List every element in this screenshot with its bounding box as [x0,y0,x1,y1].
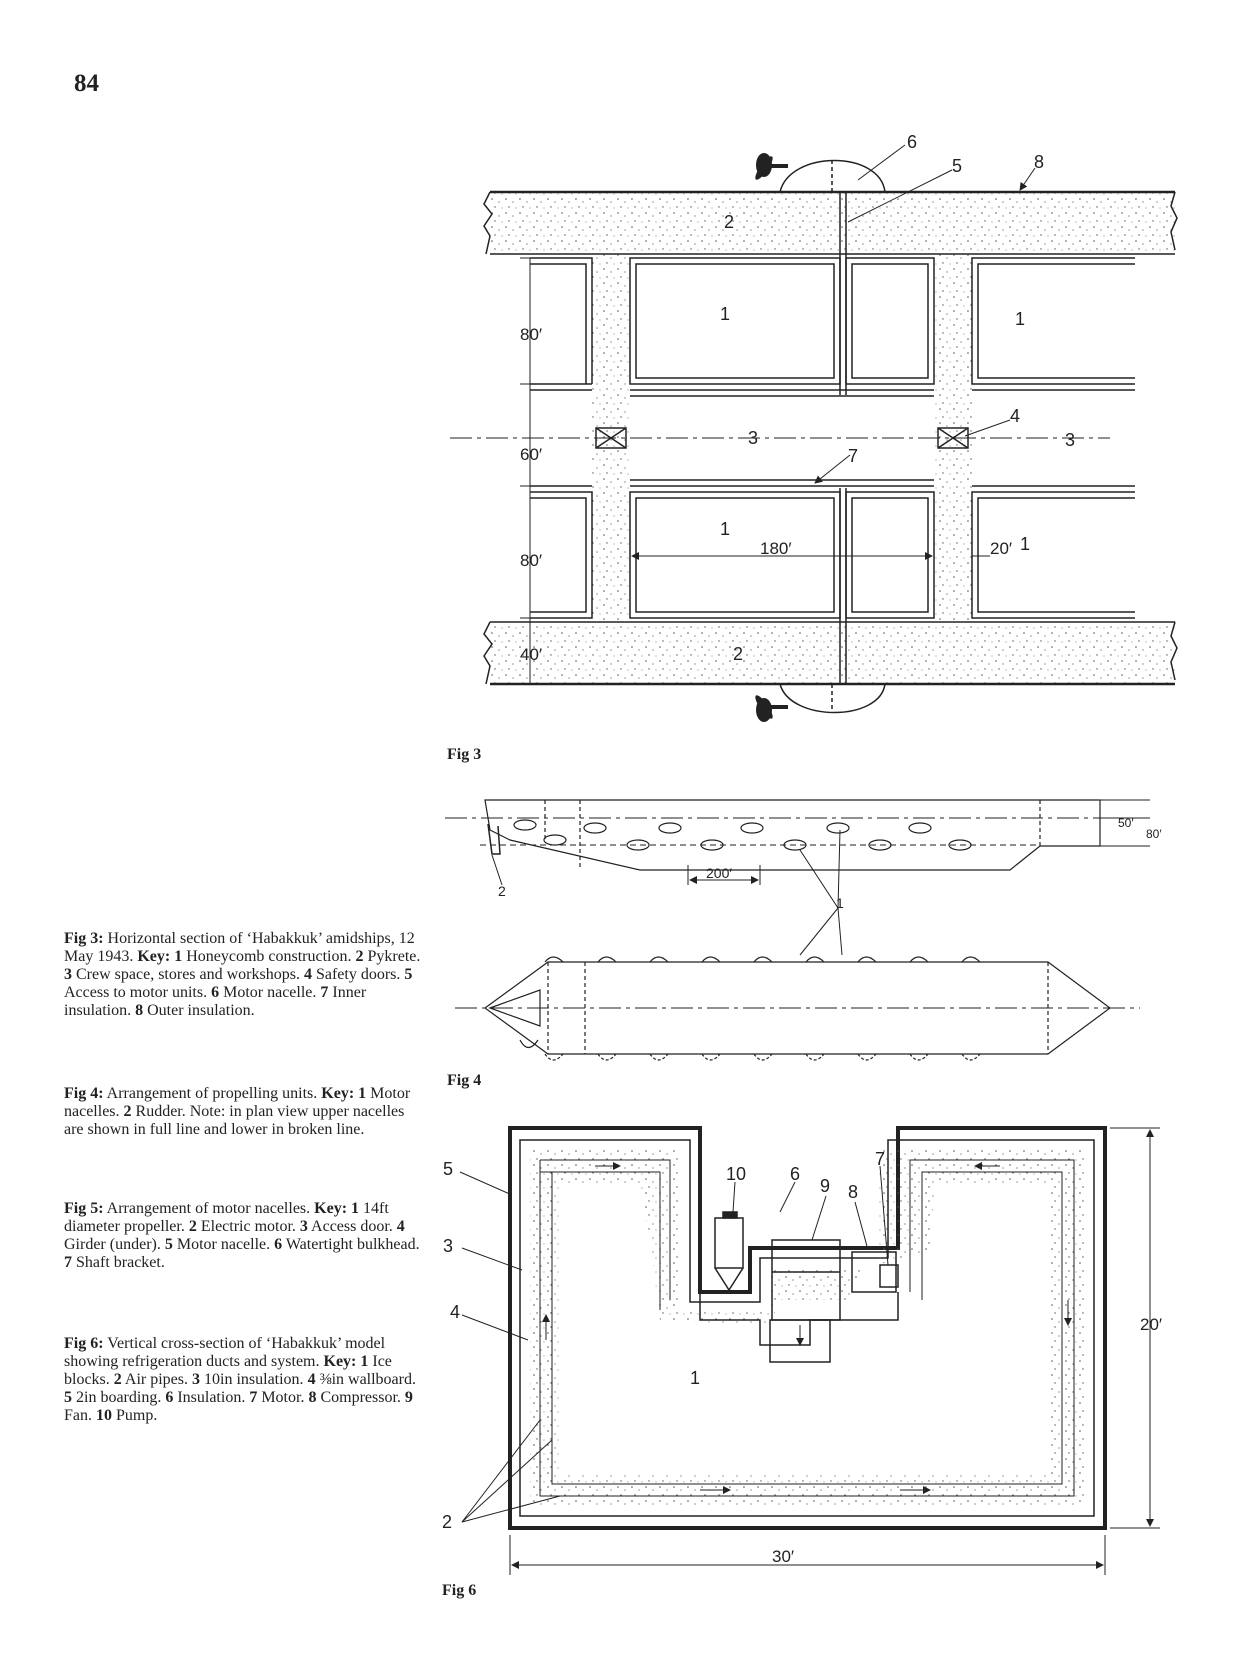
fig6-label-4: 4 [450,1302,461,1322]
fig3-dim-180: 180′ [760,539,792,558]
fig6-label-8: 8 [848,1182,859,1202]
fig3-propeller-top [753,153,788,182]
fig6-label: Fig 6 [442,1582,477,1599]
fig3-label-1c: 1 [720,519,731,539]
fig3-label-5: 5 [952,156,963,176]
fig6-label-3: 3 [443,1236,454,1256]
fig3-top-band [490,192,1175,254]
fig4-label: Fig 4 [447,1072,482,1089]
fig6-label-1: 1 [690,1368,701,1388]
fig4-dim-200: 200′ [706,865,732,881]
fig4-label-1: 1 [836,895,844,911]
caption-fig4: Fig 4: Arrangement of propelling units. Key: 1 Motor nacelles. 2 Rudder. Note: in plan view upper nacelles are shown in full line and lower in broken line. [64,1085,411,1138]
fig3-propeller-bottom [753,693,788,722]
fig6-label-5: 5 [443,1159,454,1179]
fig3-label-2b: 2 [733,644,744,664]
fig3-label-6: 6 [907,132,918,152]
fig6-label-7: 7 [875,1149,886,1169]
caption-fig5: Fig 5: Arrangement of motor nacelles. Key: 1 14ft diameter propeller. 2 Electric motor. 3 Access door. 4 Girder (under). 5 Motor nacelle. 6 Watertight bulkhead. 7 Shaft bracket. [64,1200,420,1271]
fig4-dim-50: 50′ [1118,816,1134,830]
fig3-label-3b: 3 [1065,430,1076,450]
fig6-dim-20: 20′ [1140,1315,1163,1334]
fig3-dim-20: 20′ [990,539,1013,558]
fig3-dim-80-top: 80′ [520,325,543,344]
fig3-label: Fig 3 [447,746,482,763]
fig6-diagram [460,1128,1163,1575]
fig6-label-10: 10 [726,1164,747,1184]
fig3-dim-40: 40′ [520,645,543,664]
fig6-pump [715,1218,743,1268]
fig6-label-9: 9 [820,1176,831,1196]
fig3-dim-80-bottom: 80′ [520,551,543,570]
caption-fig3: Fig 3: Horizontal section of ‘Habakkuk’ amidships, 12 May 1943. Key: 1 Honeycomb construction. 2 Pykrete. 3 Crew space, stores and workshops. 4 Safety doors. 5 Access to motor units. 6 Motor nacelle. 7 Inner insulation. 8 Outer insulation. [64,930,421,1019]
fig3-label-1d: 1 [1020,534,1031,554]
caption-fig6: Fig 6: Vertical cross-section of ‘Habakkuk’ model showing refrigeration ducts and system. Key: 1 Ice blocks. 2 Air pipes. 3 10in insulation. 4 ⅜in wallboard. 5 2in boarding. 6 Insulation. 7 Motor. 8 Compressor. 9 Fan. 10 Pump. [64,1335,416,1424]
fig4-dim-80: 80′ [1146,827,1162,841]
fig4-label-2: 2 [498,883,506,899]
fig3-dim-60: 60′ [520,445,543,464]
fig6-dim-30: 30′ [772,1547,795,1566]
fig3-label-7: 7 [848,446,859,466]
fig4-diagram [445,800,1150,1060]
fig3-label-4: 4 [1010,406,1021,426]
fig3-label-1b: 1 [1015,309,1026,329]
fig3-bottom-band [490,622,1175,684]
fig3-label-8: 8 [1034,152,1045,172]
fig3-label-2a: 2 [724,212,735,232]
fig6-label-6: 6 [790,1164,801,1184]
fig3-label-3a: 3 [748,428,759,448]
fig6-label-2: 2 [442,1512,453,1532]
fig3-label-1a: 1 [720,304,731,324]
page-number: 84 [74,70,99,97]
